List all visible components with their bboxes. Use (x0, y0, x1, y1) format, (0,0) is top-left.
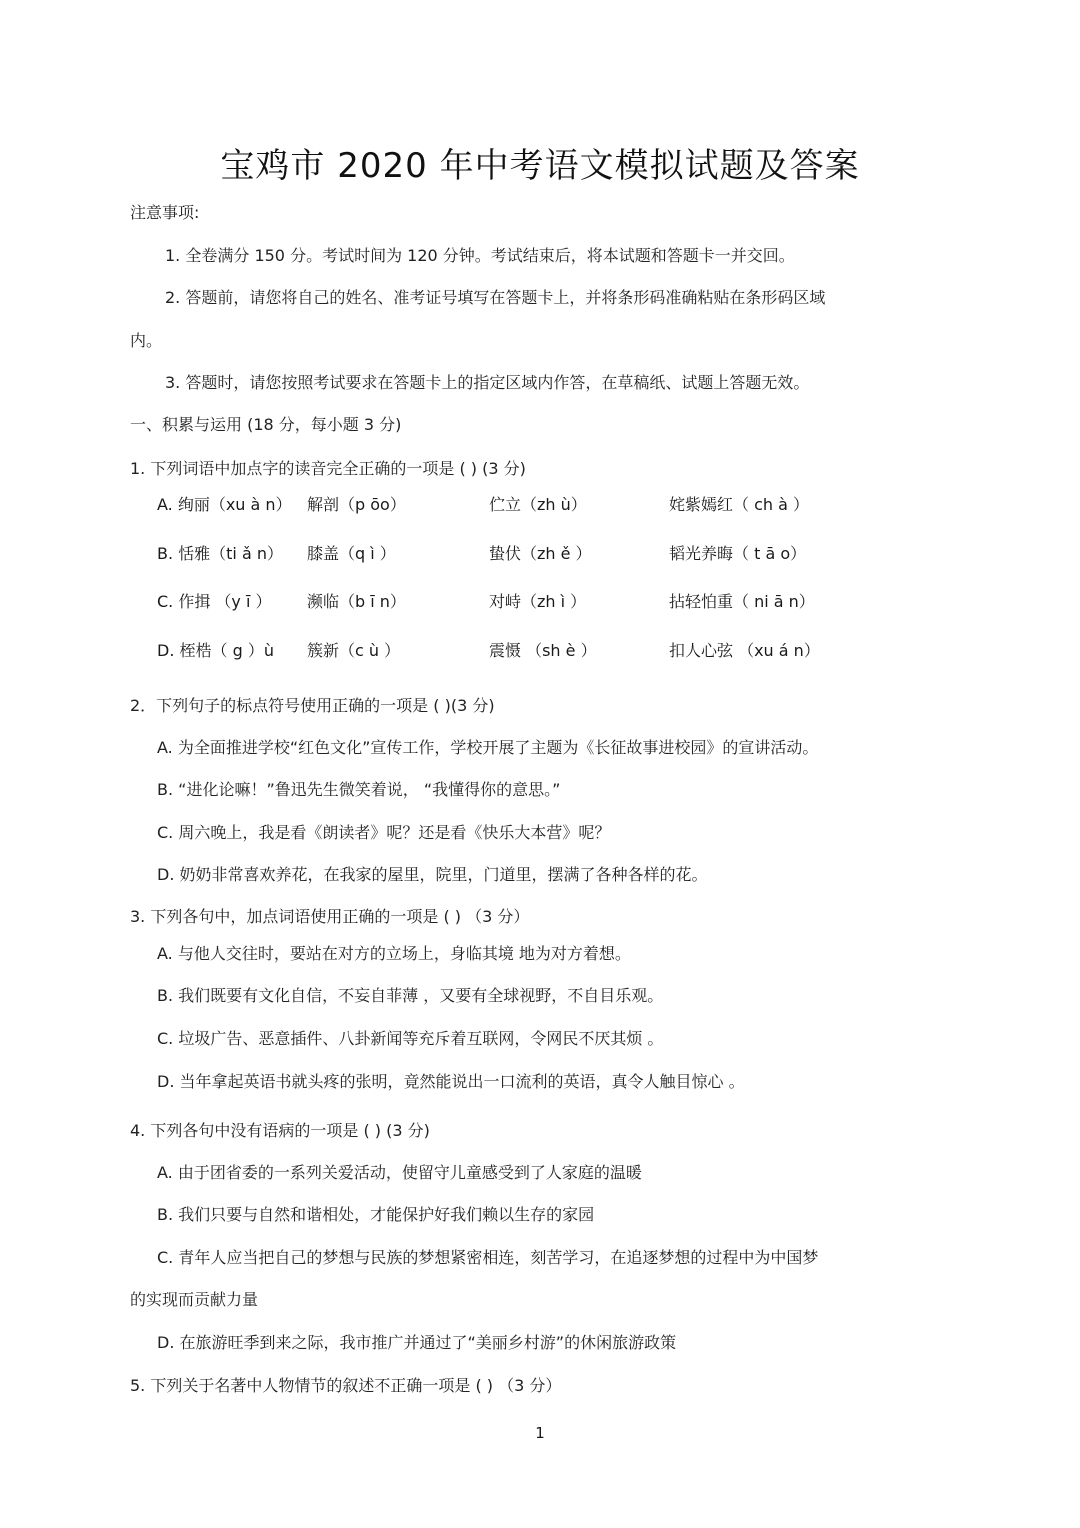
option-row-c (157, 589, 877, 613)
option-cell: 解剖（p ōo） (307, 495, 406, 514)
question-3-option-d: D. 当年拿起英语书就头疼的张明，竟然能说出一口流利的英语，真令人触目惊心 。 (157, 1072, 745, 1091)
notice-item-1: 1. 全卷满分 150 分。考试时间为 120 分钟。考试结束后，将本试题和答题卡一并交回。 (165, 246, 795, 265)
question-3-option-a: A. 与他人交往时，要站在对方的立场上，身临其境 地为对方着想。 (157, 944, 631, 963)
question-2-option-a: A. 为全面推进学校“红色文化”宣传工作，学校开展了主题为《长征故事进校园》的宣讲活动。 (157, 738, 819, 757)
option-cell: C. 作揖 （y ī ） (157, 592, 272, 611)
option-cell: B. 恬雅（ti ǎ n） (157, 544, 283, 563)
option-cell: A. 绚丽（xu à n） (157, 495, 292, 514)
question-2-option-d: D. 奶奶非常喜欢养花，在我家的屋里，院里，门道里，摆满了各种各样的花。 (157, 865, 708, 884)
option-cell: 膝盖（q ì ） (307, 544, 396, 563)
question-4-option-d: D. 在旅游旺季到来之际，我市推广并通过了“美丽乡村游”的休闲旅游政策 (157, 1333, 677, 1352)
notice-heading: 注意事项: (130, 203, 200, 222)
question-5-stem: 5. 下列关于名著中人物情节的叙述不正确一项是 ( ) （3 分） (130, 1376, 562, 1395)
question-4-option-c: C. 青年人应当把自己的梦想与民族的梦想紧密相连，刻苦学习，在追逐梦想的过程中为中国梦 (157, 1248, 819, 1267)
question-3-stem: 3. 下列各句中，加点词语使用正确的一项是 ( ) （3 分） (130, 907, 530, 926)
option-cell: 韬光养晦（ t ā o） (669, 544, 807, 563)
question-4-option-c-cont: 的实现而贡献力量 (130, 1290, 259, 1309)
page-title: 宝鸡市 2020 年中考语文模拟试题及答案 (220, 146, 860, 186)
section-heading: 一、积累与运用 (18 分，每小题 3 分) (130, 415, 402, 434)
question-2-stem: 2．下列句子的标点符号使用正确的一项是 ( )(3 分) (130, 696, 495, 715)
question-4-stem: 4. 下列各句中没有语病的一项是 ( ) (3 分) (130, 1121, 430, 1140)
question-1-stem: 1. 下列词语中加点字的读音完全正确的一项是 ( ) (3 分) (130, 459, 526, 478)
option-cell: 蛰伏（zh ě ） (489, 544, 592, 563)
question-4-option-a: A. 由于团省委的一系列关爱活动，使留守儿童感受到了人家庭的温暖 (157, 1163, 642, 1182)
question-4-option-b: B. 我们只要与自然和谐相处，才能保护好我们赖以生存的家园 (157, 1205, 595, 1224)
notice-item-2: 2. 答题前，请您将自己的姓名、准考证号填写在答题卡上，并将条形码准确粘贴在条形码区域 (165, 288, 826, 307)
notice-item-2-cont: 内。 (130, 331, 163, 350)
option-cell: 簇新（c ù ） (307, 641, 401, 660)
question-3-option-b: B. 我们既要有文化自信，不妄自菲薄 ，又要有全球视野，不自目乐观。 (157, 986, 664, 1005)
question-2-option-c: C. 周六晚上，我是看《朗读者》呢？还是看《快乐大本营》呢？ (157, 823, 611, 842)
question-3-option-c: C. 垃圾广告、恶意插件、八卦新闻等充斥着互联网，令网民不厌其烦 。 (157, 1029, 664, 1048)
option-cell: 扣人心弦 （xu á n） (669, 641, 820, 660)
question-2-option-b: B. “进化论嘛！”鲁迅先生微笑着说， “我懂得你的意思。” (157, 780, 561, 799)
page-number: 1 (535, 1424, 545, 1442)
option-cell: 拈轻怕重（ ni ā n） (669, 592, 815, 611)
option-cell: 震慑 （sh è ） (489, 641, 597, 660)
notice-item-3: 3. 答题时，请您按照考试要求在答题卡上的指定区域内作答，在草稿纸、试题上答题无效。 (165, 373, 810, 392)
option-row-d (157, 638, 877, 662)
option-cell: D. 桎梏（ g ）ù (157, 641, 274, 660)
option-row-a (157, 492, 877, 516)
option-cell: 伫立（zh ù） (489, 495, 587, 514)
option-cell: 濒临（b ī n） (307, 592, 406, 611)
option-cell: 对峙（zh ì ） (489, 592, 587, 611)
option-cell: 姹紫嫣红（ ch à ） (669, 495, 810, 514)
option-row-b (157, 541, 877, 565)
